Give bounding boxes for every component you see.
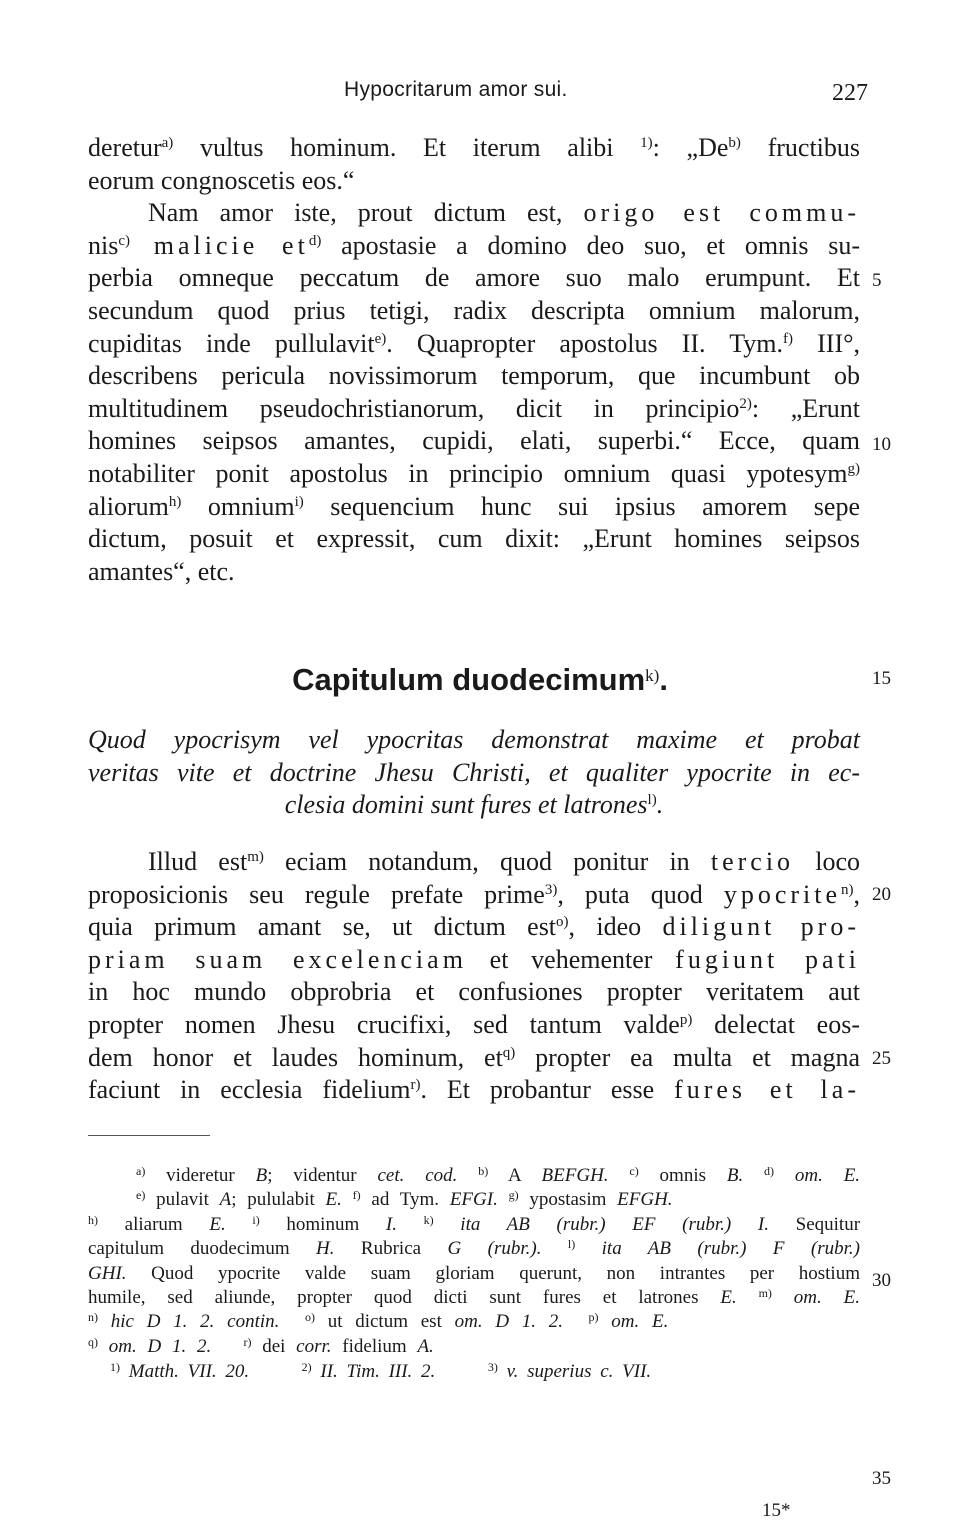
paragraph-2 xyxy=(88,846,860,1107)
text-line: secundum quod prius tetigi, radix descripta omnium malorum, xyxy=(88,295,860,325)
footnote-line: humile, sed aliunde, propter quod dicti sunt fures et latrones E. $^{m)}$ om. E. xyxy=(88,1285,861,1308)
text-line: deretur$^{a)}$ vultus hominum. Et iterum alibi $^{1)}$: „De$^{b)}$ fructibus xyxy=(88,133,861,162)
signature-mark: 15* xyxy=(762,1500,791,1521)
footnote-line: $^{h)}$ aliarum E. $^{i)}$ hominum I. $^{k)}$ ita AB (rubr.) EF (rubr.) I. Sequitur xyxy=(88,1212,861,1235)
subtitle-line: veritas vite et doctrine Jhesu Christi, et qualiter ypocrite in ec- xyxy=(88,757,860,787)
source-references xyxy=(110,1360,810,1384)
critical-apparatus xyxy=(88,1164,860,1359)
margin-line-number: 15 xyxy=(872,668,891,689)
text-line: in hoc mundo obprobria et confusiones propter veritatem aut xyxy=(88,977,860,1007)
text-line: perbia omneque peccatum de amore suo malo erumpunt. Et xyxy=(88,263,860,293)
reference-line: $^{1)}$ Matth. VII. 20. $^{2)}$ II. Tim. III. 2. $^{3)}$ v. superius c. VII. xyxy=(110,1360,652,1382)
text-line: eorum congnoscetis eos.“ xyxy=(88,165,355,195)
footnote-line: $^{a)}$ videretur B; videntur cet. cod. $^{b)}$ A BEFGH. $^{c)}$ omnis B. $^{d)}$ om. E. xyxy=(136,1164,861,1186)
margin-line-number: 20 xyxy=(872,884,891,905)
text-line: Nam amor iste, prout dictum est, origo est commu- xyxy=(148,198,860,228)
text-line: describens pericula novissimorum temporum, que incumbunt ob xyxy=(88,361,860,391)
margin-line-number: 25 xyxy=(872,1048,891,1069)
text-line: priam suam excelenciam et vehementer fugiunt pati xyxy=(88,944,861,974)
text-line: aliorum$^{h)}$ omnium$^{i)}$ sequencium hunc sui ipsius amorem sepe xyxy=(88,491,861,521)
text-line: notabiliter ponit apostolus in principio omnium quasi ypotesym$^{g)}$ xyxy=(88,458,860,488)
text-line: faciunt in ecclesia fidelium$^{r)}$. Et probantur esse fures et la- xyxy=(88,1075,860,1105)
text-line: quia primum amant se, ut dictum est$^{o)}$, ideo diligunt pro- xyxy=(88,912,861,942)
text-line: homines seipsos amantes, cupidi, elati, superbi.“ Ecce, quam xyxy=(88,426,860,456)
text-line: amantes“, etc. xyxy=(88,556,235,586)
text-line: proposicionis seu regule prefate prime$^{3)}$, puta quod ypocrite$^{n)}$, xyxy=(88,879,861,909)
text-line: dictum, posuit et expressit, cum dixit: „Erunt homines seipsos xyxy=(88,524,860,554)
text-line: nis$^{c)}$ malicie $et^{d)}$ apostasie a domino deo suo, et omnis su- xyxy=(88,230,860,260)
footnote-line: $^{n)}$ hic D 1. 2. contin. $^{o)}$ ut dictum est om. D 1. 2. $^{p)}$ om. E. xyxy=(88,1310,669,1333)
footnote-line: $^{q)}$ om. D 1. 2. $^{r)}$ dei corr. fidelium A. xyxy=(88,1334,434,1357)
running-title: Hypocritarum amor sui. xyxy=(344,78,568,101)
margin-line-number: 5 xyxy=(872,270,882,291)
margin-line-number: 10 xyxy=(872,434,891,455)
chapter-subtitle xyxy=(88,724,860,822)
margin-line-number: 35 xyxy=(872,1468,891,1489)
footnote-separator xyxy=(88,1135,210,1136)
text-line: multitudinem pseudochristianorum, dicit in principio$^{2)}$: „Erunt xyxy=(88,393,860,423)
subtitle-line: Quod ypocrisym vel ypocritas demonstrat maxime et probat xyxy=(88,725,860,754)
text-line: Illud est$^{m)}$ eciam notandum, quod ponitur in tercio loco xyxy=(148,847,860,876)
footnote-line: capitulum duodecimum H. Rubrica G (rubr.). $^{l)}$ ita AB (rubr.) F (rubr.) xyxy=(88,1237,861,1260)
margin-line-number: 30 xyxy=(872,1270,891,1291)
chapter-heading: Capitulum duodecimum$^{k)}$. xyxy=(292,662,668,697)
footnote-line: GHI. Quod ypocrite valde suam gloriam querunt, non intrantes per hostium xyxy=(88,1262,860,1284)
paragraph-1 xyxy=(88,132,860,588)
page-number: 227 xyxy=(832,80,868,106)
text-line: propter nomen Jhesu crucifixi, sed tantum valde$^{p)}$ delectat eos- xyxy=(88,1009,860,1039)
text-line: dem honor et laudes hominum, $et^{q)}$ propter ea multa et magna xyxy=(88,1042,860,1072)
footnote-line: $^{e)}$ pulavit A; pululabit E. $^{f)}$ ad Tym. EFGI. $^{g)}$ ypostasim EFGH. xyxy=(136,1188,673,1211)
subtitle-line: clesia domini sunt fures et latrones$^{l)}$. xyxy=(284,790,664,820)
text-line: cupiditas inde pullulavit$^{e)}$. Quapropter apostolus II. Tym.$^{f)}$ III°, xyxy=(88,328,861,358)
